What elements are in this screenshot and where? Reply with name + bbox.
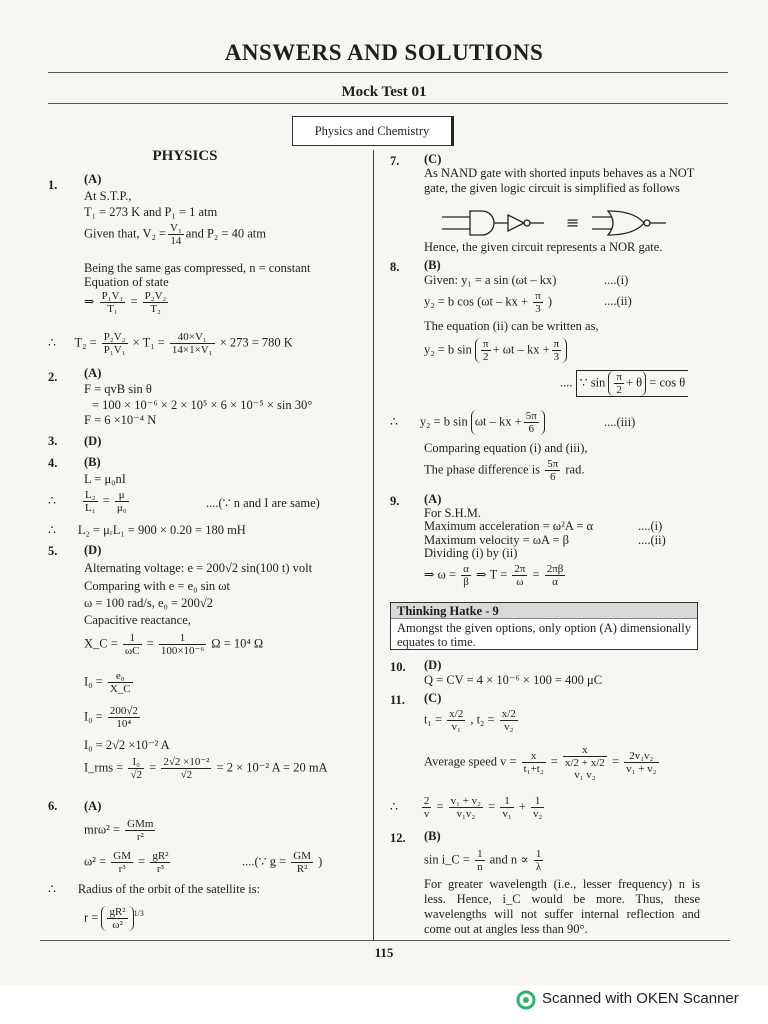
q7-number: 7. [390,154,400,168]
oken-logo-icon [516,990,536,1010]
footer-rule [40,940,730,941]
q4-number: 4. [48,456,58,470]
q1-answer: (A) [84,172,102,186]
q8-answer: (B) [424,258,441,272]
q9-eqref: ....(ii) [638,533,666,547]
logic-gate-diagram [440,208,670,238]
q8-line: Comparing equation (i) and (iii), [424,441,588,455]
nor-gate-icon [592,211,666,235]
q6-line: ∴ Radius of the orbit of the satellite is: [48,882,261,896]
hatke-heading: Thinking Hatke - 9 [391,603,697,619]
q8-identity: .... ∵ sin $\frac{\pi}{2}$ + θ = cos θ [560,370,688,397]
q4-equation: ∴ $\frac{\text{L₂}}{\text{L₁}}$ = $\frac{\mu}{\text{μ₀}}$ [48,489,127,514]
q3-answer: (D) [84,434,102,448]
q9-number: 9. [390,494,400,508]
q7-text: As NAND gate with shorted inputs behaves as a NOT gate, the given logic circuit is simplified as follows [424,166,695,195]
q9-equation: ⇒ ω = $\frac{\alpha}{\beta}$ ⇒ T = $\frac{2\pi}{\omega}$ = $\frac{2\pi\beta}{\alpha}$ [424,563,564,588]
column-divider [373,150,374,940]
q2-line: = 100 × 10⁻⁶ × 2 × 10⁵ × 6 × 10⁻⁵ × sin 30° [92,398,313,412]
q3-number: 3. [48,434,58,448]
q9-line: For S.H.M. [424,506,481,520]
q11-number: 11. [390,693,405,707]
q9-line: Maximum acceleration = ω²A = α [424,519,594,533]
q5-line: Comparing with e = e₀ sin ωt [84,579,231,593]
q6-answer: (A) [84,799,102,813]
title-rule [48,72,728,73]
not-gate-icon [508,215,544,231]
q11-answer: (C) [424,691,442,705]
q5-answer: (D) [84,543,102,557]
scanner-brand: Scanned with OKEN Scanner [542,990,739,1007]
q1-equation: ⇒ $\frac{\text{P₁V₁}}{\text{T₁}}$ = $\frac{\text{P₂V₂}}{\text{T₂}}$ [84,290,167,315]
q5-line: Alternating voltage: e = 200√2 sin(100 t) volt [84,561,313,575]
section-heading: PHYSICS [152,148,218,164]
page-number: 115 [374,945,394,960]
q5-equation: I₀ = $\frac{200√2}{\text{10⁴}}$ [84,705,138,730]
q10-line: Q = CV = 4 × 10⁻⁶ × 100 = 400 μC [424,673,603,687]
q5-line: Capacitive reactance, [84,613,191,627]
q5-equation: I_rms = $\frac{\text{I₀}}{√2}$ = $\frac{\text{2√2 ×10⁻²}}{√2}$ = 2 × 10⁻² A = 20 mA [84,756,328,781]
q6-number: 6. [48,799,58,813]
subject-box: Physics and Chemistry [292,116,454,146]
q12-answer: (B) [424,829,441,843]
q6-note: ....(∵ g = $\frac{GM}{\text{R²}}$ ) [242,850,323,875]
subtitle-rule [48,103,728,104]
q9-eqref: ....(i) [638,519,663,533]
q8-eqref: ....(iii) [604,415,636,429]
q1-line: At S.T.P., [84,189,132,203]
q8-equation: y₂ = b cos (ωt – kx + $\frac{\pi}{3}$ ) [424,290,553,315]
hatke-text: Amongst the given options, only option (A) dimensionally equates to time. [397,621,691,649]
q5-line: I₀ = 2√2 ×10⁻² A [84,738,170,752]
q8-equation: ∴ y₂ = b sin ωt – kx + $\frac{5\pi}{6}$ [390,410,545,435]
q9-line: Dividing (i) by (ii) [424,546,518,560]
q8-eqref: ....(ii) [604,294,632,308]
q5-number: 5. [48,544,58,558]
q4-line: L = μ₀nI [84,472,126,486]
q12-equation: sin i_C = $\frac{1}{n}$ and n ∝ $\frac{1}{\lambda}$ [424,848,542,873]
q9-answer: (A) [424,492,442,506]
q8-number: 8. [390,260,400,274]
q8-equation: The phase difference is $\frac{5\pi}{6}$ rad. [424,458,585,483]
q2-line: F = 6 ×10⁻⁴ N [84,413,157,427]
q1-line: T₁ = 273 K and P₁ = 1 atm [84,205,218,219]
q9-line: Maximum velocity = ωA = β [424,533,569,547]
q5-equation: X_C = $\frac{1}{\omega C}$ = $\frac{1}{\text{100×10⁻⁶}}$ Ω = 10⁴ Ω [84,632,264,657]
q6-equation: r = $\frac{\text{gR²}}{\text{ω²}}$ $^{1/3}$ [84,906,144,931]
q2-line: F = qvB sin θ [84,382,152,396]
nand-gate-icon [442,211,508,235]
page-title: ANSWERS AND SOLUTIONS [224,40,544,65]
q10-number: 10. [390,660,406,674]
q2-answer: (A) [84,366,102,380]
q12-text: For greater wavelength (i.e., lesser frequency) n is less. Hence, i_C would be more. Thus, these wavelengths will not suffer internal reflection and come out at angles less than 90°. [424,877,700,936]
q8-eqref: ....(i) [604,273,629,287]
equivalence-sign: ≡ [566,213,580,232]
q8-line: The equation (ii) can be written as, [424,319,599,333]
q11-equation: ∴ $\frac{2}{v}$ = $\frac{\text{v₁ + v₂}}{\text{v₁v₂}}$ = $\frac{1}{\text{v₁}}$ + $\frac{1}{\text{v₂}}$ [390,795,543,820]
q6-equation: mrω² = $\frac{\text{GMm}}{\text{r²}}$ [84,818,154,843]
q1-line: Being the same gas compressed, n = constant [84,261,311,275]
mock-test-label: Mock Test 01 [341,84,427,100]
q12-number: 12. [390,831,406,845]
q4-note: ....(∵ n and I are same) [206,496,320,510]
q7-conclusion: Hence, the given circuit represents a NOR gate. [424,240,663,254]
q4-answer: (B) [84,455,101,469]
q8-line: Given: y₁ = a sin (ωt – kx) [424,273,557,287]
q2-number: 2. [48,370,58,384]
q1-equation: ∴ T₂ = $\frac{\text{P₂V₂}}{\text{P₁V₁}}$ × T₁ = $\frac{\text{40×V₁}}{\text{14×1×V₁}}$ × 273 = 780 K [48,331,293,356]
q4-line: ∴ L₂ = μᵣL₁ = 900 × 0.20 = 180 mH [48,523,246,537]
q6-equation: ω² = $\frac{GM}{\text{r³}}$ = $\frac{\text{gR²}}{\text{r³}}$ [84,850,169,875]
q1-number: 1. [48,178,58,192]
thinking-hatke-box [390,602,698,650]
q10-answer: (D) [424,658,442,672]
q11-equation: Average speed v = $\frac{x}{\text{t₁+t₂}}$ = x x/2 + x/2 v₁ v₂ = $\frac{\text{2v₁v₂}}{\text{v₁ + v₂}}$ [424,744,657,781]
q1-line: Equation of state [84,275,169,289]
q8-equation: y₂ = b sin $\frac{\pi}{2}$ + ωt – kx + $\frac{\pi}{3}$ [424,338,567,363]
q11-equation: t₁ = $\frac{x/2}{\text{v₁}}$ , t₂ = $\frac{x/2}{\text{v₂}}$ [424,708,516,733]
q1-line: Given that, V₂ = $\frac{\text{V₁}}{14}$ and P₂ = 40 atm [84,222,266,247]
q5-equation: I₀ = $\frac{\text{e₀}}{X\_C}$ [84,670,131,695]
q5-line: ω = 100 rad/s, e₀ = 200√2 [84,596,214,610]
q7-answer: (C) [424,152,442,166]
